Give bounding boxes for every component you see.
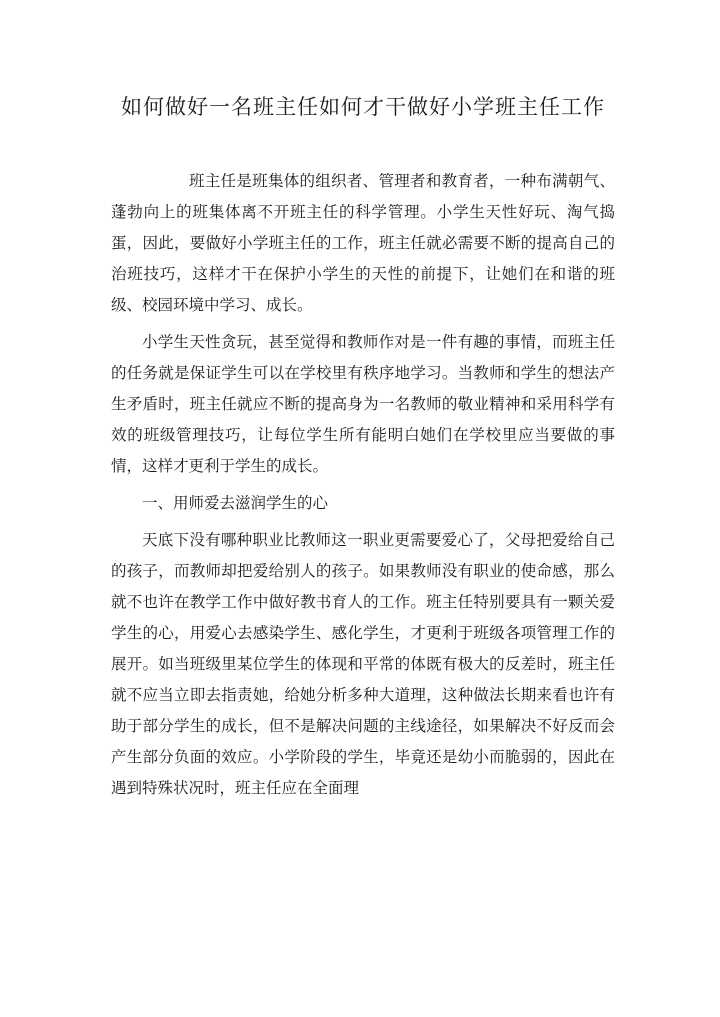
body-paragraph: 小学生天性贪玩，甚至觉得和教师作对是一件有趣的事情，而班主任的任务就是保证学生可以在学校里有秩序地学习。当教师和学生的想法产生矛盾时，班主任就应不断的提高身为一名教师的敬业精神和采用科学有效的班级管理技巧，让每位学生所有能明白她们在学校里应当要做的事情，这样才更利于学生的成长。 <box>111 333 615 475</box>
section-heading: 一、用师爱去滋润学生的心 <box>142 494 329 512</box>
document-title: 如何做好一名班主任如何才干做好小学班主任工作 <box>121 95 605 119</box>
intro-paragraph: 班主任是班集体的组织者、管理者和教育者，一种布满朝气、蓬勃向上的班集体离不开班主任的科学管理。小学生天性好玩、淘气捣蛋，因此，要做好小学班主任的工作，班主任就必需要不断的提高自己的治班技巧，这样才干在保护小学生的天性的前提下，让她们在和谐的班级、校园环境中学习、成长。 <box>111 172 615 314</box>
section-paragraph: 天底下没有哪种职业比教师这一职业更需要爱心了，父母把爱给自己的孩子，而教师却把爱给别人的孩子。如果教师没有职业的使命感，那么就不也许在教学工作中做好教书育人的工作。班主任特别要具有一颗关爱学生的心，用爱心去感染学生、感化学生，才更利于班级各项管理工作的展开。如当班级里某位学生的体现和平常的体既有极大的反差时，班主任就不应当立即去指责她，给她分析多种大道理，这种做法长期来看也许有助于部分学生的成长，但不是解决问题的主线途径，如果解决不好反而会产生部分负面的效应。小学阶段的学生，毕竟还是幼小而脆弱的，因此在遇到特殊状况时，班主任应在全面理 <box>111 531 615 797</box>
